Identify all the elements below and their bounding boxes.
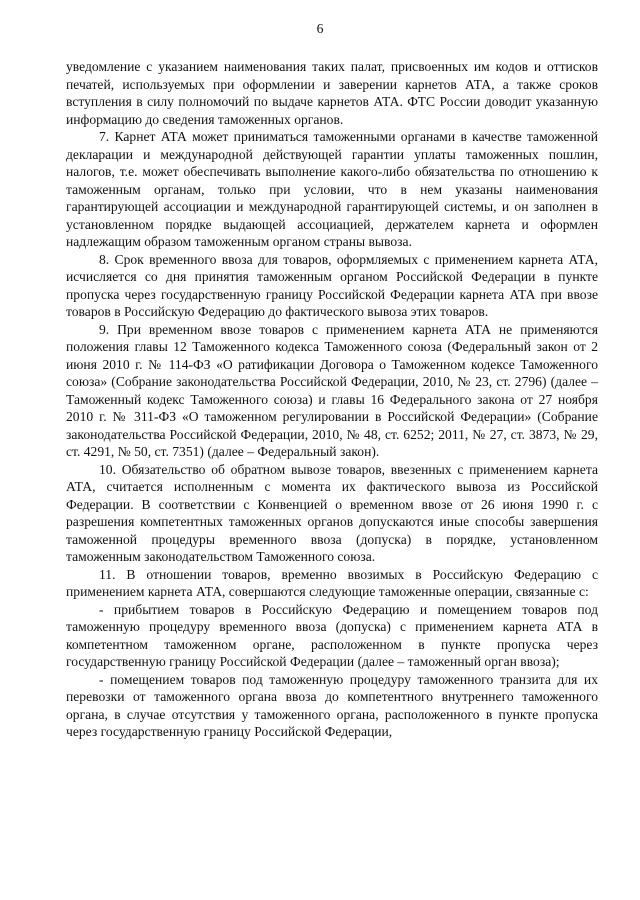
paragraph-7: 7. Карнет АТА может приниматься таможенными органами в качестве таможенной декларации и международной действующей гарантии уплаты таможенных пошлин, налогов, т.е. может обеспечивать выполнение какого-либо обязательства по отношению к таможенным органам, только при условии, что в нем указаны наименования гарантирующей ассоциации и международной гарантирующей системы, и он заполнен в установленном порядке выдающей ассоциацией, держателем карнета и оформлен надлежащим образом таможенным органом страны вывоза.: [66, 129, 598, 249]
paragraph-8: 8. Срок временного ввоза для товаров, оформляемых с применением карнета АТА, исчисляется со дня принятия таможенным органом Российской Федерации в пункте пропуска через государственную границу Российской Федерации карнета АТА при ввозе товаров в Российскую Федерацию до фактического вывоза этих товаров.: [66, 251, 598, 319]
list-item-arrival: - прибытием товаров в Российскую Федерацию и помещением товаров под таможенную процедуру временного ввоза (допуска) с применением карнета АТА в компетентном таможенном органе, расположенном в пункте пропуска через государственную границу Российской Федерации (далее – таможенный орган ввоза);: [66, 601, 598, 669]
paragraph-10: 10. Обязательство об обратном вывозе товаров, ввезенных с применением карнета АТА, считается исполненным с момента их фактического вывоза из Российской Федерации. В соответствии с Конвенцией о временном ввозе от 26 июня 1990 г. с разрешения компетентных таможенных органов допускаются иные способы завершения таможенной процедуры временного ввоза (допуска) в порядке, установленном таможенным законодательством Таможенного союза.: [66, 461, 598, 564]
document-body: [66, 58, 598, 741]
page-number: 6: [316, 21, 324, 36]
paragraph-11: 11. В отношении товаров, временно ввозимых в Российскую Федерацию с применением карнета АТА, совершаются следующие таможенные операции, связанные с:: [66, 566, 598, 599]
paragraph-continuation: уведомление с указанием наименования таких палат, присвоенных им кодов и оттисков печатей, используемых при оформлении и заверении карнетов АТА, а также сроков вступления в силу полномочий по выдаче карнетов АТА. ФТС России доводит указанную информацию до сведения таможенных органов.: [66, 59, 598, 127]
paragraph-9: 9. При временном ввозе товаров с применением карнета АТА не применяются положения главы 12 Таможенного кодекса Таможенного союза (Федеральный закон от 2 июня 2010 г. № 114-ФЗ «О ратификации Договора о Таможенном кодексе Таможенного союза» (Собрание законодательства Российской Федерации, 2010, № 23, ст. 2796) (далее – Таможенный кодекс Таможенного союза) и главы 16 Федерального закона от 27 ноября 2010 г. № 311-ФЗ «О таможенном регулировании в Российской Федерации» (Собрание законодательства Российской Федерации, 2010, № 48, ст. 6252; 2011, № 27, ст. 3873, № 29, ст. 4291, № 50, ст. 7351) (далее – Федеральный закон).: [66, 321, 598, 459]
list-item-transit: - помещением товаров под таможенную процедуру таможенного транзита для их перевозки от таможенного органа ввоза до компетентного внутреннего таможенного органа, в случае отсутствия у таможенного органа, расположенного в пункте пропуска через государственную границу Российской Федерации,: [66, 671, 598, 739]
